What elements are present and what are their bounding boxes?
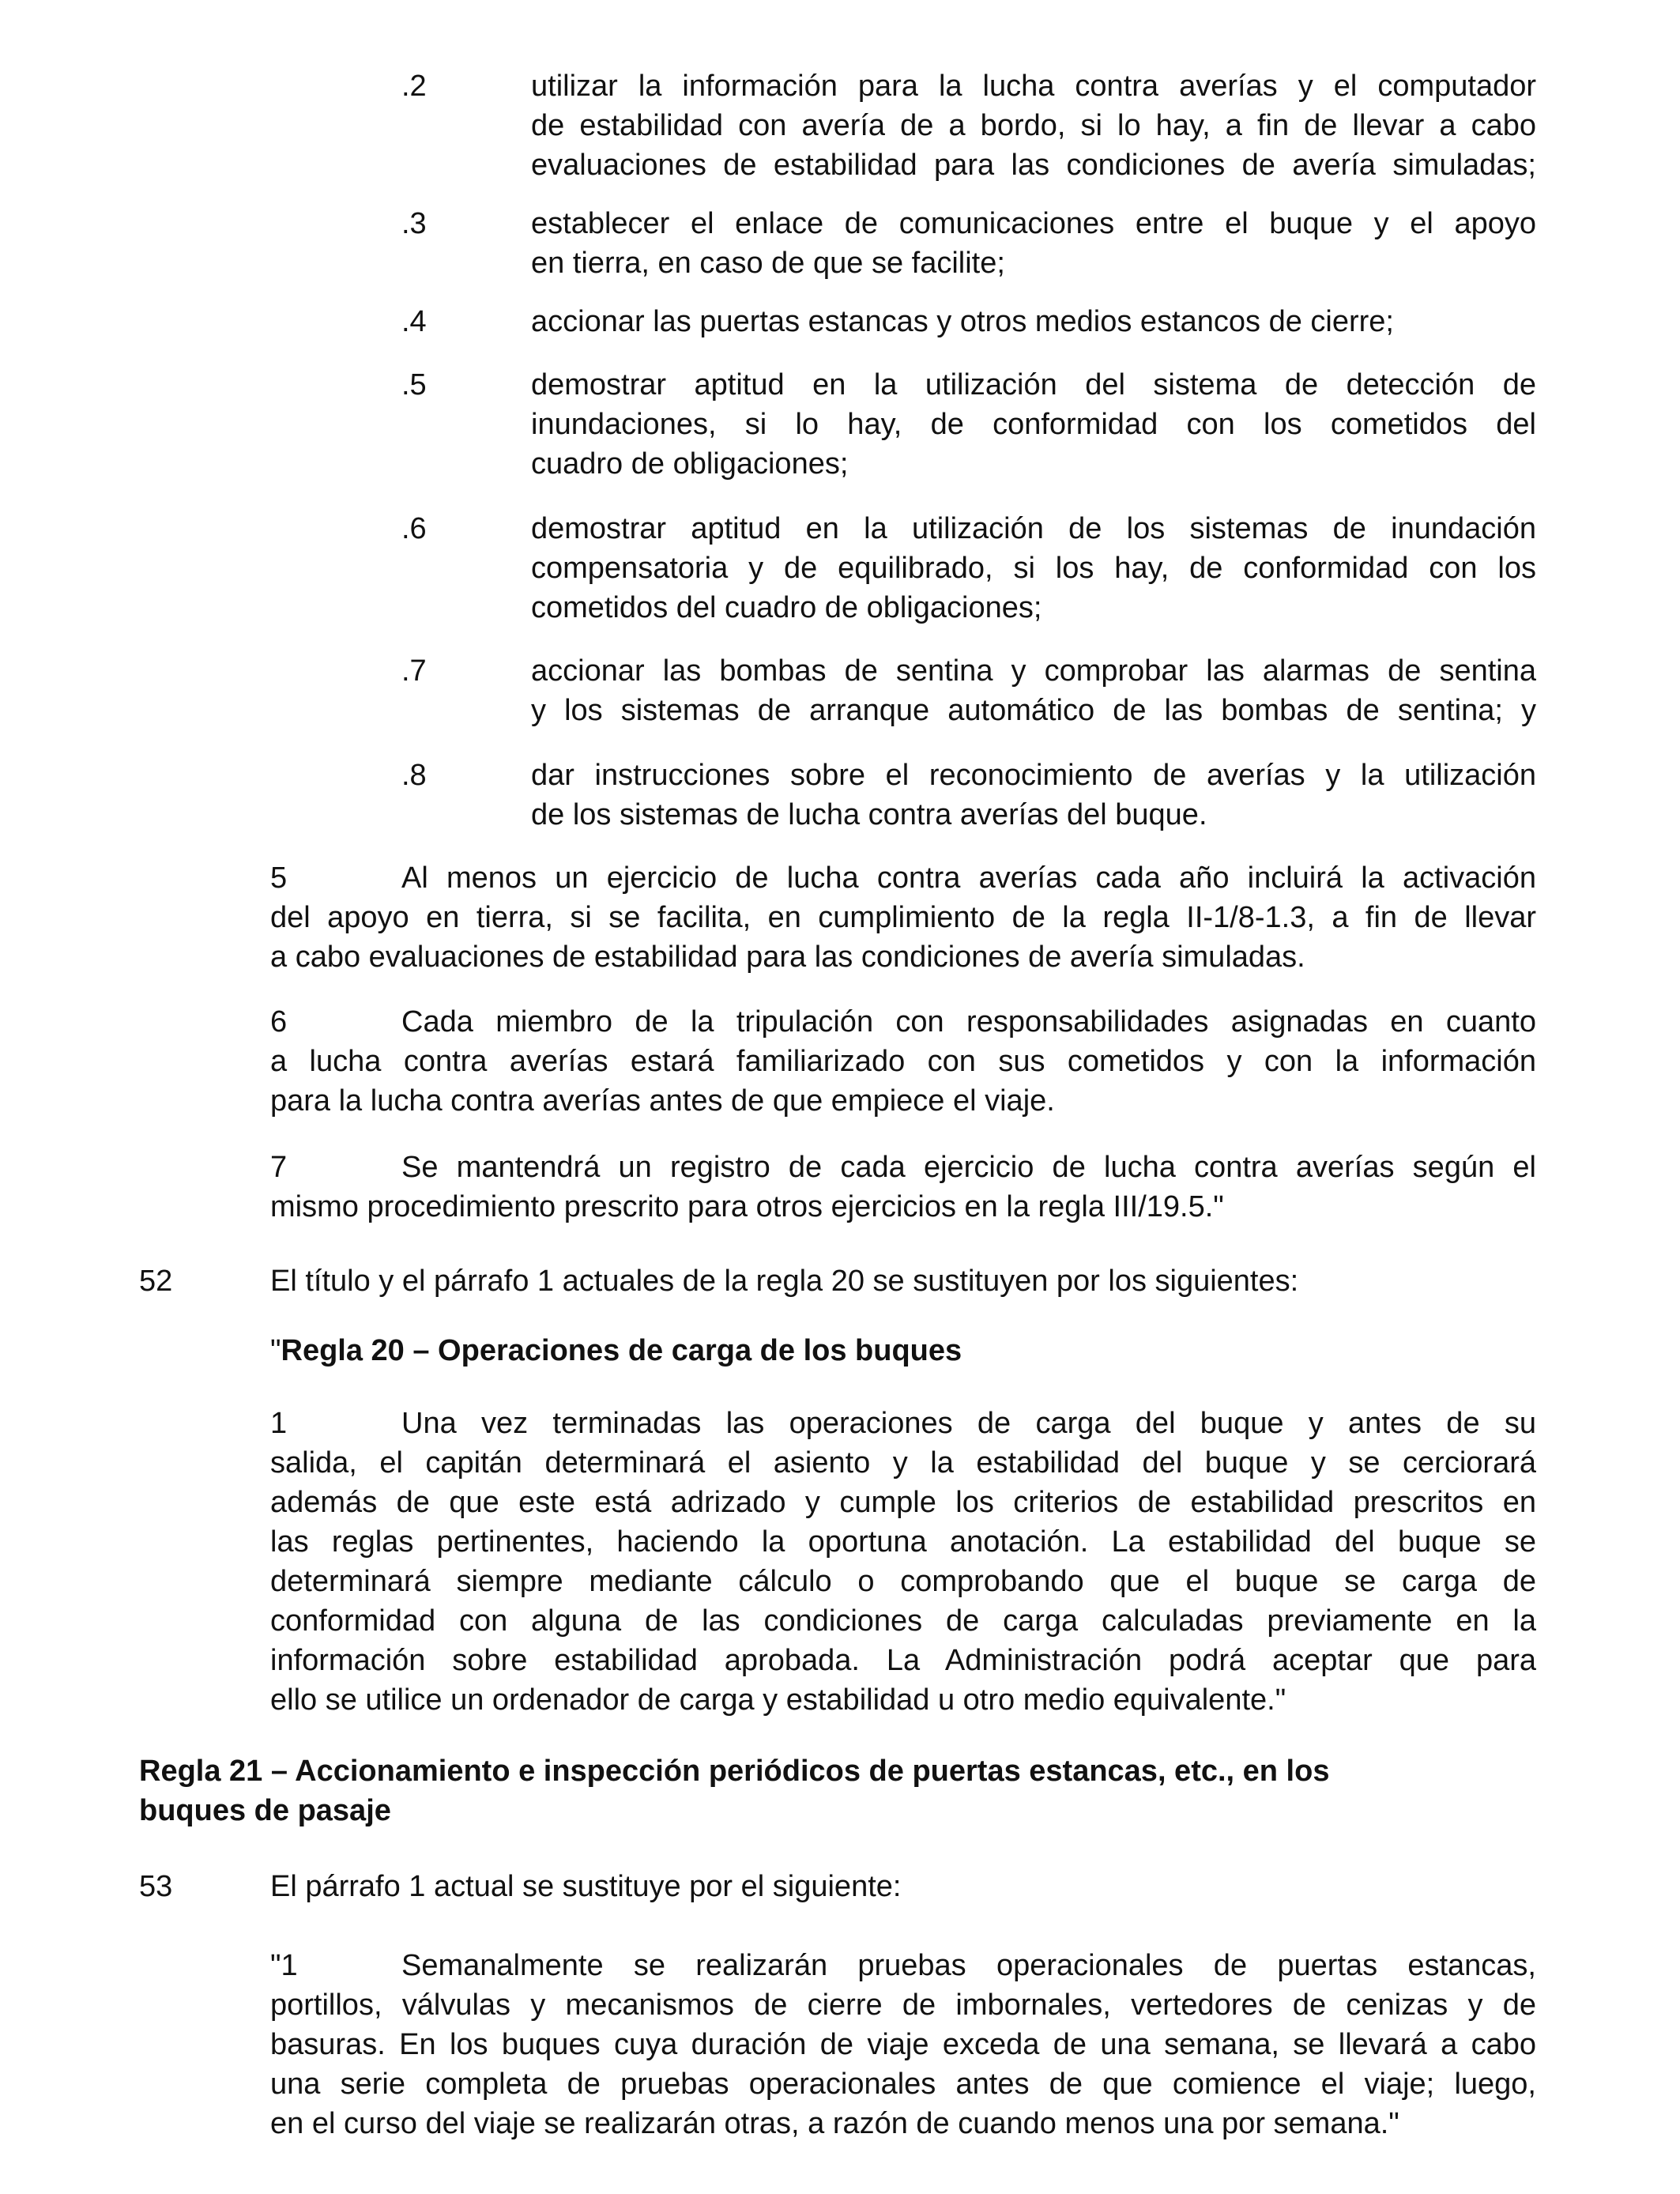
item-line: utilizar la información para la lucha contra averías y el computador: [531, 70, 1536, 103]
paragraph-line: Al menos un ejercicio de lucha contra averías cada año incluirá la activación: [401, 861, 1536, 895]
item-line: de los sistemas de lucha contra averías del buque.: [531, 798, 1207, 831]
regulation-heading: [270, 1331, 962, 1370]
item-number: .2: [401, 70, 427, 103]
regulation-20-title: Regla 20 – Operaciones de carga de los buques: [281, 1334, 962, 1367]
paragraph-line: información sobre estabilidad aprobada. La Administración podrá aceptar que para: [270, 1644, 1536, 1677]
item-line: demostrar aptitud en la utilización del sistema de detección de: [531, 368, 1536, 401]
paragraph-line: las reglas pertinentes, haciendo la oportuna anotación. La estabilidad del buque se: [270, 1525, 1536, 1559]
regulation-21-title: buques de pasaje: [139, 1794, 391, 1827]
item-number: .5: [401, 368, 427, 401]
paragraph-line: además de que este está adrizado y cumple los criterios de estabilidad prescritos en: [270, 1486, 1536, 1519]
paragraph-line: Se mantendrá un registro de cada ejercicio de lucha contra averías según el: [401, 1151, 1536, 1184]
amendment-text: El párrafo 1 actual se sustituye por el siguiente:: [270, 1870, 902, 1903]
item-number: .7: [401, 654, 427, 688]
paragraph-number: "1: [270, 1949, 298, 1982]
item-line: dar instrucciones sobre el reconocimiento de averías y la utilización: [531, 759, 1536, 792]
amendment-text: El título y el párrafo 1 actuales de la regla 20 se sustituyen por los siguientes:: [270, 1265, 1299, 1298]
paragraph-number: 6: [270, 1005, 288, 1039]
item-line: establecer el enlace de comunicaciones entre el buque y el apoyo: [531, 207, 1536, 240]
paragraph-line: conformidad con alguna de las condiciones de carga calculadas previamente en la: [270, 1604, 1536, 1638]
item-line: y los sistemas de arranque automático de las bombas de sentina; y: [531, 694, 1536, 727]
item-number: .6: [401, 512, 427, 545]
paragraph-line: Una vez terminadas las operaciones de carga del buque y antes de su: [401, 1407, 1536, 1440]
paragraph-line: en el curso del viaje se realizarán otras, a razón de cuando menos una por semana.": [270, 2107, 1399, 2140]
paragraph-number: 5: [270, 861, 288, 895]
paragraph-line: basuras. En los buques cuya duración de viaje exceda de una semana, se llevará a cabo: [270, 2028, 1536, 2061]
item-line: de estabilidad con avería de a bordo, si lo hay, a fin de llevar a cabo: [531, 109, 1536, 142]
item-line: demostrar aptitud en la utilización de los sistemas de inundación: [531, 512, 1536, 545]
amendment-number: 53: [139, 1870, 173, 1903]
paragraph-line: portillos, válvulas y mecanismos de cierre de imbornales, vertedores de cenizas y de: [270, 1989, 1536, 2022]
item-line: accionar las puertas estancas y otros medios estancos de cierre;: [531, 305, 1394, 338]
regulation-21-title: Regla 21 – Accionamiento e inspección periódicos de puertas estancas, etc., en los: [139, 1755, 1330, 1788]
paragraph-number: 7: [270, 1151, 288, 1184]
item-line: cometidos del cuadro de obligaciones;: [531, 591, 1042, 624]
item-line: inundaciones, si lo hay, de conformidad con los cometidos del: [531, 408, 1536, 441]
item-number: .8: [401, 759, 427, 792]
paragraph-line: salida, el capitán determinará el asiento y la estabilidad del buque y se cerciorará: [270, 1446, 1536, 1480]
item-line: compensatoria y de equilibrado, si los hay, de conformidad con los: [531, 552, 1536, 585]
item-number: .3: [401, 207, 427, 240]
item-number: .4: [401, 305, 427, 338]
paragraph-line: para la lucha contra averías antes de que empiece el viaje.: [270, 1084, 1055, 1118]
paragraph-line: determinará siempre mediante cálculo o comprobando que el buque se carga de: [270, 1565, 1536, 1598]
paragraph-line: Semanalmente se realizarán pruebas operacionales de puertas estancas,: [401, 1949, 1536, 1982]
item-line: accionar las bombas de sentina y comprobar las alarmas de sentina: [531, 654, 1536, 688]
amendment-number: 52: [139, 1265, 173, 1298]
paragraph-line: ello se utilice un ordenador de carga y estabilidad u otro medio equivalente.": [270, 1683, 1286, 1717]
opening-quote: ": [270, 1334, 281, 1367]
item-line: evaluaciones de estabilidad para las condiciones de avería simuladas;: [531, 149, 1536, 182]
paragraph-line: a cabo evaluaciones de estabilidad para las condiciones de avería simuladas.: [270, 941, 1305, 974]
paragraph-number: 1: [270, 1407, 288, 1440]
paragraph-line: del apoyo en tierra, si se facilita, en cumplimiento de la regla II-1/8-1.3, a fin de llevar: [270, 901, 1536, 934]
paragraph-line: una serie completa de pruebas operacionales antes de que comience el viaje; luego,: [270, 2068, 1536, 2101]
paragraph-line: mismo procedimiento prescrito para otros ejercicios en la regla III/19.5.": [270, 1190, 1224, 1223]
paragraph-line: a lucha contra averías estará familiarizado con sus cometidos y con la información: [270, 1045, 1536, 1078]
item-line: en tierra, en caso de que se facilite;: [531, 247, 1005, 280]
paragraph-line: Cada miembro de la tripulación con responsabilidades asignadas en cuanto: [401, 1005, 1536, 1039]
item-line: cuadro de obligaciones;: [531, 447, 849, 481]
